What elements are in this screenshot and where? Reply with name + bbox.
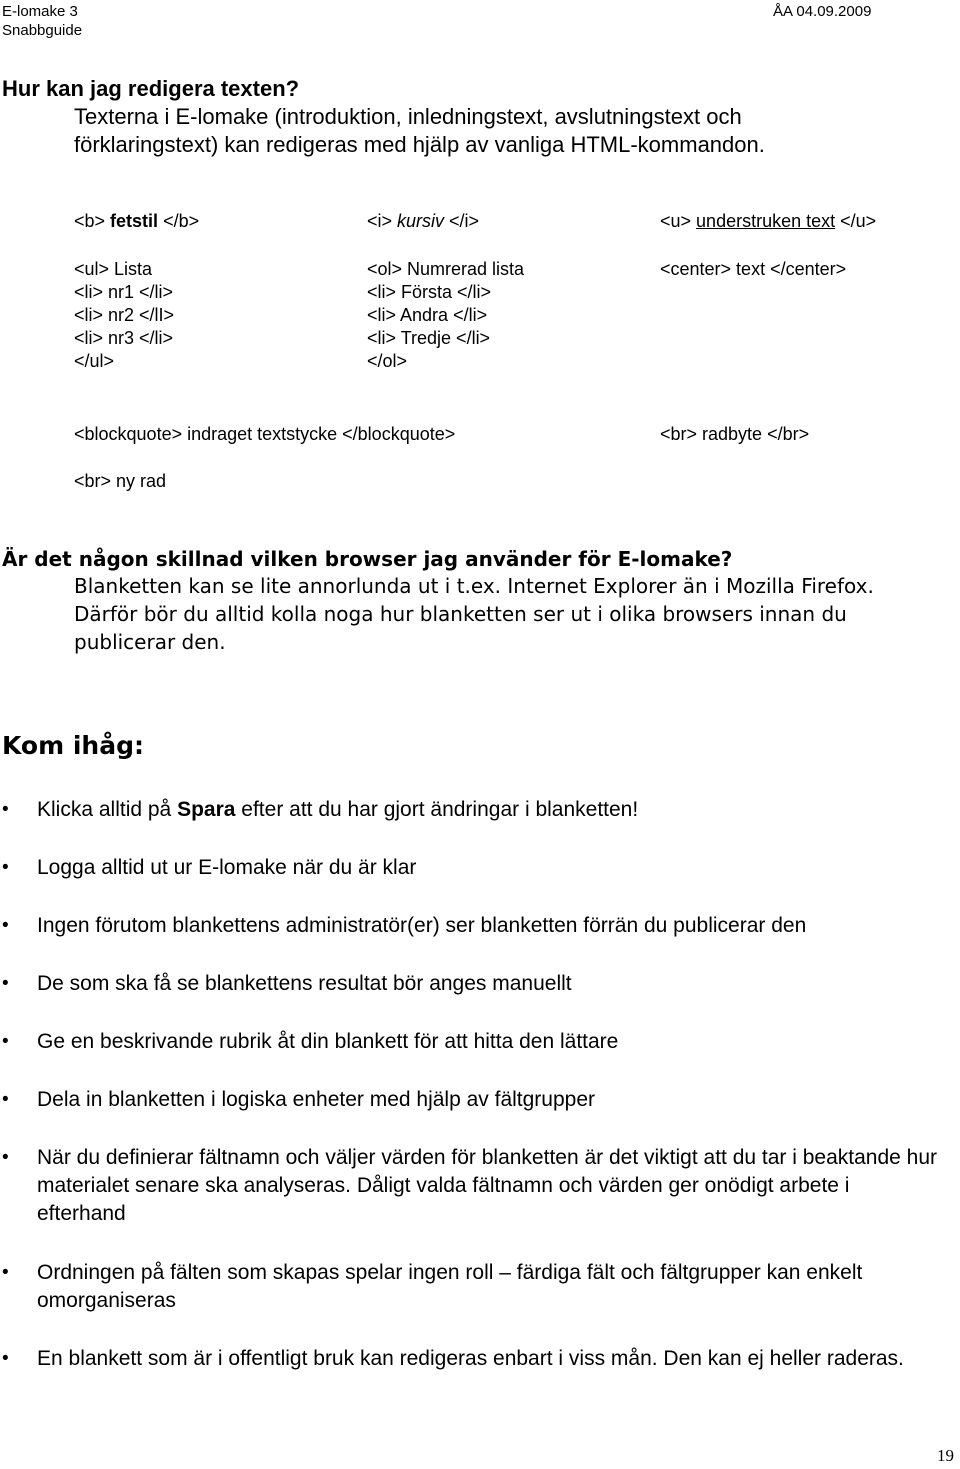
ul-line: </ul> bbox=[74, 351, 115, 371]
remember-list bbox=[0, 796, 960, 1396]
bullet-icon: • bbox=[2, 1348, 9, 1369]
list-item-text: Ingen förutom blankettens administratör(er) ser blanketten förrän du publicerar den bbox=[37, 914, 807, 937]
ol-line: <li> Andra </li> bbox=[367, 305, 488, 325]
bold-example bbox=[74, 210, 199, 233]
bullet-icon: • bbox=[2, 973, 9, 994]
bullet-icon: • bbox=[2, 915, 9, 936]
item1-before: Klicka alltid på bbox=[37, 798, 178, 821]
list-item bbox=[0, 970, 960, 998]
list-item bbox=[0, 854, 960, 882]
blockquote-example: <blockquote> indraget textstycke </blockquote> bbox=[74, 424, 456, 444]
ul-line: <li> nr2 </lI> bbox=[74, 305, 175, 325]
ol-line: <li> Tredje </li> bbox=[367, 328, 491, 348]
answer-browser-line1: Blanketten kan se lite annorlunda ut i t.ex. Internet Explorer än i Mozilla Firefox. bbox=[74, 574, 874, 598]
italic-close-tag: </i> bbox=[444, 211, 480, 231]
underline-word: understruken text bbox=[696, 211, 836, 231]
answer-browser-line2: Därför bör du alltid kolla noga hur blanketten ser ut i olika browsers innan du bbox=[74, 602, 847, 626]
center-example: <center> text </center> bbox=[660, 259, 847, 279]
list-item bbox=[0, 796, 960, 824]
bullet-icon: • bbox=[2, 857, 9, 878]
ol-line: </ol> bbox=[367, 351, 408, 371]
underline-open-tag: <u> bbox=[660, 211, 697, 231]
ul-line: <li> nr1 </li> bbox=[74, 282, 174, 302]
remember-heading: Kom ihåg: bbox=[2, 731, 144, 760]
bold-close-tag: </b> bbox=[158, 211, 200, 231]
author-date: ÅA 04.09.2009 bbox=[773, 3, 872, 20]
ol-example bbox=[367, 258, 524, 373]
italic-example bbox=[367, 210, 479, 233]
ul-line: <li> nr3 </li> bbox=[74, 328, 174, 348]
list-item-text bbox=[37, 796, 937, 824]
bold-open-tag: <b> bbox=[74, 211, 111, 231]
question-browser: Är det någon skillnad vilken browser jag använder för E-lomake? bbox=[2, 547, 733, 571]
list-item bbox=[0, 1259, 960, 1315]
ol-line: <ol> Numrerad lista bbox=[367, 259, 525, 279]
bullet-icon: • bbox=[2, 1262, 9, 1283]
bullet-icon: • bbox=[2, 799, 9, 820]
bold-word: fetstil bbox=[110, 211, 159, 231]
list-item-text: Ge en beskrivande rubrik åt din blankett för att hitta den lättare bbox=[37, 1030, 619, 1053]
br-single-example: <br> ny rad bbox=[74, 471, 167, 491]
doc-title: E-lomake 3 bbox=[2, 3, 78, 20]
italic-open-tag: <i> bbox=[367, 211, 398, 231]
br-pair-example: <br> radbyte </br> bbox=[660, 424, 810, 444]
italic-word: kursiv bbox=[397, 211, 445, 231]
list-item bbox=[0, 912, 960, 940]
list-item-text: Dela in blanketten i logiska enheter med hjälp av fältgrupper bbox=[37, 1088, 596, 1111]
answer-edit-text-line1: Texterna i E-lomake (introduktion, inledningstext, avslutningstext och bbox=[74, 104, 742, 129]
list-item bbox=[0, 1345, 960, 1401]
list-item bbox=[0, 1028, 960, 1056]
answer-browser-line3: publicerar den. bbox=[74, 630, 226, 654]
ul-example bbox=[74, 258, 174, 373]
list-item-text: Ordningen på fälten som skapas spelar ingen roll – färdiga fält och fältgrupper kan enkelt omorganiseras bbox=[37, 1261, 863, 1312]
bullet-icon: • bbox=[2, 1147, 9, 1168]
list-item bbox=[0, 1086, 960, 1114]
underline-close-tag: </u> bbox=[835, 211, 877, 231]
answer-edit-text-line2: förklaringstext) kan redigeras med hjälp av vanliga HTML-kommandon. bbox=[74, 132, 765, 157]
ol-line: <li> Första </li> bbox=[367, 282, 492, 302]
bullet-icon: • bbox=[2, 1089, 9, 1110]
list-item bbox=[0, 1144, 960, 1228]
item1-bold: Spara bbox=[177, 798, 236, 821]
underline-example bbox=[660, 210, 876, 233]
list-item-text: Logga alltid ut ur E-lomake när du är klar bbox=[37, 856, 417, 879]
bullet-icon: • bbox=[2, 1031, 9, 1052]
question-edit-text: Hur kan jag redigera texten? bbox=[2, 76, 300, 101]
ul-line: <ul> Lista bbox=[74, 259, 153, 279]
list-item-text: De som ska få se blankettens resultat bör anges manuellt bbox=[37, 972, 572, 995]
list-item-text: En blankett som är i offentligt bruk kan redigeras enbart i viss mån. Den kan ej heller raderas. bbox=[37, 1347, 904, 1370]
doc-subtitle: Snabbguide bbox=[2, 22, 83, 39]
item1-after: efter att du har gjort ändringar i blanketten! bbox=[235, 798, 639, 821]
list-item-text: När du definierar fältnamn och väljer värden för blanketten är det viktigt att du tar i beaktande hur materialet senare ska analyseras. Dåligt valda fältnamn och värden ger onödigt arbete i efterhand bbox=[37, 1146, 938, 1225]
page-number: 19 bbox=[937, 1446, 954, 1465]
